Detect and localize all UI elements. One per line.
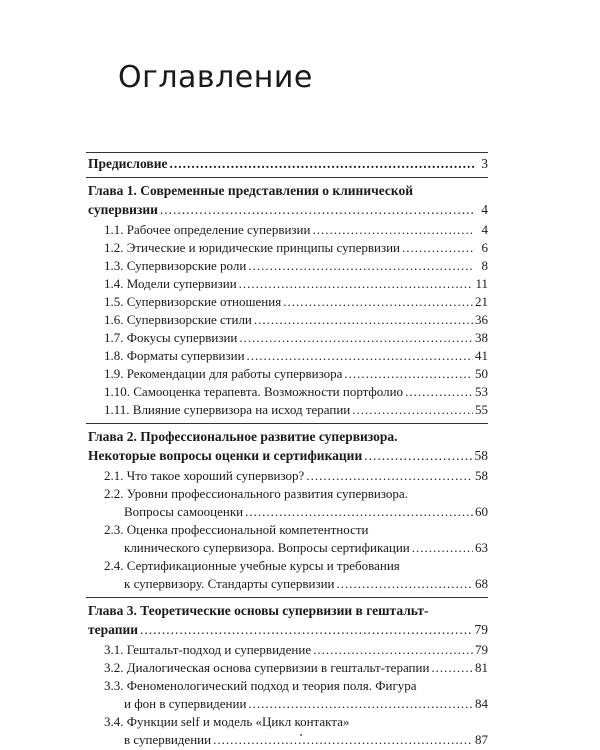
toc-subentry[interactable] xyxy=(88,329,488,347)
divider xyxy=(86,597,488,598)
toc-page-number: 4 xyxy=(481,222,488,237)
toc-page-number: 38 xyxy=(475,330,488,345)
toc-subentry[interactable] xyxy=(88,659,488,677)
toc-entry-label: 1.11. Влияние супервизора на исход терапии xyxy=(104,402,351,417)
toc-subentry[interactable] xyxy=(88,221,488,239)
toc-entry-label: и фон в супервидении xyxy=(124,696,247,711)
toc-page-number: 87 xyxy=(475,732,488,747)
chapter-title-line: Глава 2. Профессиональное развитие супервизора. xyxy=(88,429,398,444)
toc-subentry[interactable] xyxy=(88,467,488,485)
toc-subentry[interactable] xyxy=(88,713,488,749)
toc-subentry[interactable] xyxy=(88,485,488,521)
toc-entry-preface[interactable] xyxy=(88,154,488,173)
leader-dots xyxy=(248,695,473,713)
toc-subentry[interactable] xyxy=(88,521,488,557)
chapter-title-line: Глава 3. Теоретические основы супервизии в гештальт- xyxy=(88,603,429,618)
page-mark xyxy=(300,734,302,736)
leader-dots xyxy=(140,620,472,639)
toc-subentry[interactable] xyxy=(88,293,488,311)
leader-dots xyxy=(402,239,474,257)
toc-subentry[interactable] xyxy=(88,257,488,275)
table-of-contents xyxy=(88,154,488,749)
toc-subentry[interactable] xyxy=(88,677,488,713)
toc-chapter-2[interactable] xyxy=(88,427,488,465)
chapter-title-line: Глава 1. Современные представления о клинической xyxy=(88,183,413,198)
leader-dots xyxy=(254,311,473,329)
leader-dots xyxy=(364,446,472,465)
leader-dots xyxy=(312,221,474,239)
leader-dots xyxy=(412,539,473,557)
toc-entry-label: 1.2. Этические и юридические принципы супервизии xyxy=(104,240,401,255)
toc-page-number: 68 xyxy=(475,576,488,591)
toc-page-number: 21 xyxy=(475,294,488,309)
toc-entry-label: к супервизору. Стандарты супервизии xyxy=(124,576,335,591)
toc-entry-label: Предисловие xyxy=(88,156,168,171)
toc-page-number: 53 xyxy=(475,384,488,399)
toc-entry-label: 2.2. Уровни профессионального развития супервизора. xyxy=(104,486,408,501)
toc-entry-label: клинического супервизора. Вопросы сертификации xyxy=(124,540,410,555)
divider xyxy=(86,152,488,153)
toc-subentry[interactable] xyxy=(88,239,488,257)
toc-subentry[interactable] xyxy=(88,641,488,659)
toc-entry-label: в супервидении xyxy=(124,732,212,747)
leader-dots xyxy=(245,503,473,521)
toc-page-number: 79 xyxy=(475,642,488,657)
divider xyxy=(86,423,488,424)
toc-entry-label: 1.1. Рабочее определение супервизии xyxy=(104,222,311,237)
toc-page-number: 84 xyxy=(475,696,488,711)
toc-page-number: 79 xyxy=(474,622,488,637)
toc-page-number: 63 xyxy=(475,540,488,555)
chapter-title-line: терапии xyxy=(88,622,139,637)
toc-page-number: 41 xyxy=(475,348,488,363)
toc-subentry[interactable] xyxy=(88,347,488,365)
page-title: Оглавление xyxy=(118,60,313,95)
toc-page-number: 55 xyxy=(475,402,488,417)
toc-subentry[interactable] xyxy=(88,383,488,401)
toc-entry-label: 1.3. Супервизорские роли xyxy=(104,258,247,273)
leader-dots xyxy=(306,467,473,485)
toc-entry-label: 1.9. Рекомендации для работы супервизора xyxy=(104,366,343,381)
toc-subentry[interactable] xyxy=(88,557,488,593)
leader-dots xyxy=(247,347,473,365)
toc-subentry[interactable] xyxy=(88,401,488,419)
toc-chapter-1[interactable] xyxy=(88,181,488,219)
leader-dots xyxy=(405,383,473,401)
toc-subentry[interactable] xyxy=(88,365,488,383)
chapter-title-line: Некоторые вопросы оценки и сертификации xyxy=(88,448,363,463)
divider xyxy=(86,177,488,178)
leader-dots xyxy=(160,200,474,219)
chapter-title-line: супервизии xyxy=(88,202,158,217)
toc-page-number: 8 xyxy=(481,258,488,273)
toc-page-number: 3 xyxy=(481,156,488,171)
toc-chapter-3[interactable] xyxy=(88,601,488,639)
toc-entry-label: 3.3. Феноменологический подход и теория поля. Фигура xyxy=(104,678,417,693)
leader-dots xyxy=(239,329,473,347)
toc-entry-label: 2.4. Сертификационные учебные курсы и требования xyxy=(104,558,400,573)
leader-dots xyxy=(431,659,473,677)
toc-entry-label: 3.4. Функции self и модель «Цикл контакта» xyxy=(104,714,350,729)
toc-page-number: 60 xyxy=(475,504,488,519)
toc-entry-label: 1.5. Супервизорские отношения xyxy=(104,294,282,309)
leader-dots xyxy=(169,154,474,173)
toc-entry-label: 3.1. Гештальт-подход и супервидение xyxy=(104,642,312,657)
toc-page-number: 4 xyxy=(481,202,488,217)
toc-subentry[interactable] xyxy=(88,275,488,293)
toc-entry-label: 1.7. Фокусы супервизии xyxy=(104,330,238,345)
toc-subentry[interactable] xyxy=(88,311,488,329)
toc-page-number: 58 xyxy=(475,468,488,483)
toc-entry-label: 1.10. Самооценка терапевта. Возможности портфолио xyxy=(104,384,404,399)
toc-page-number: 36 xyxy=(475,312,488,327)
toc-entry-label: 1.4. Модели супервизии xyxy=(104,276,237,291)
leader-dots xyxy=(344,365,473,383)
toc-page-number: 6 xyxy=(481,240,488,255)
toc-page-number: 50 xyxy=(475,366,488,381)
leader-dots xyxy=(248,257,474,275)
leader-dots xyxy=(239,275,474,293)
leader-dots xyxy=(352,401,473,419)
leader-dots xyxy=(337,575,474,593)
toc-page-number: 58 xyxy=(474,448,488,463)
leader-dots xyxy=(213,731,473,749)
toc-page-number: 11 xyxy=(475,276,488,291)
leader-dots xyxy=(313,641,473,659)
leader-dots xyxy=(283,293,473,311)
toc-entry-label: 2.1. Что такое хороший супервизор? xyxy=(104,468,305,483)
toc-page-number: 81 xyxy=(475,660,488,675)
toc-entry-label: 3.2. Диалогическая основа супервизии в гештальт-терапии xyxy=(104,660,430,675)
toc-entry-label: Вопросы самооценки xyxy=(124,504,244,519)
toc-entry-label: 1.6. Супервизорские стили xyxy=(104,312,252,327)
toc-entry-label: 1.8. Форматы супервизии xyxy=(104,348,245,363)
toc-entry-label: 2.3. Оценка профессиональной компетентности xyxy=(104,522,369,537)
